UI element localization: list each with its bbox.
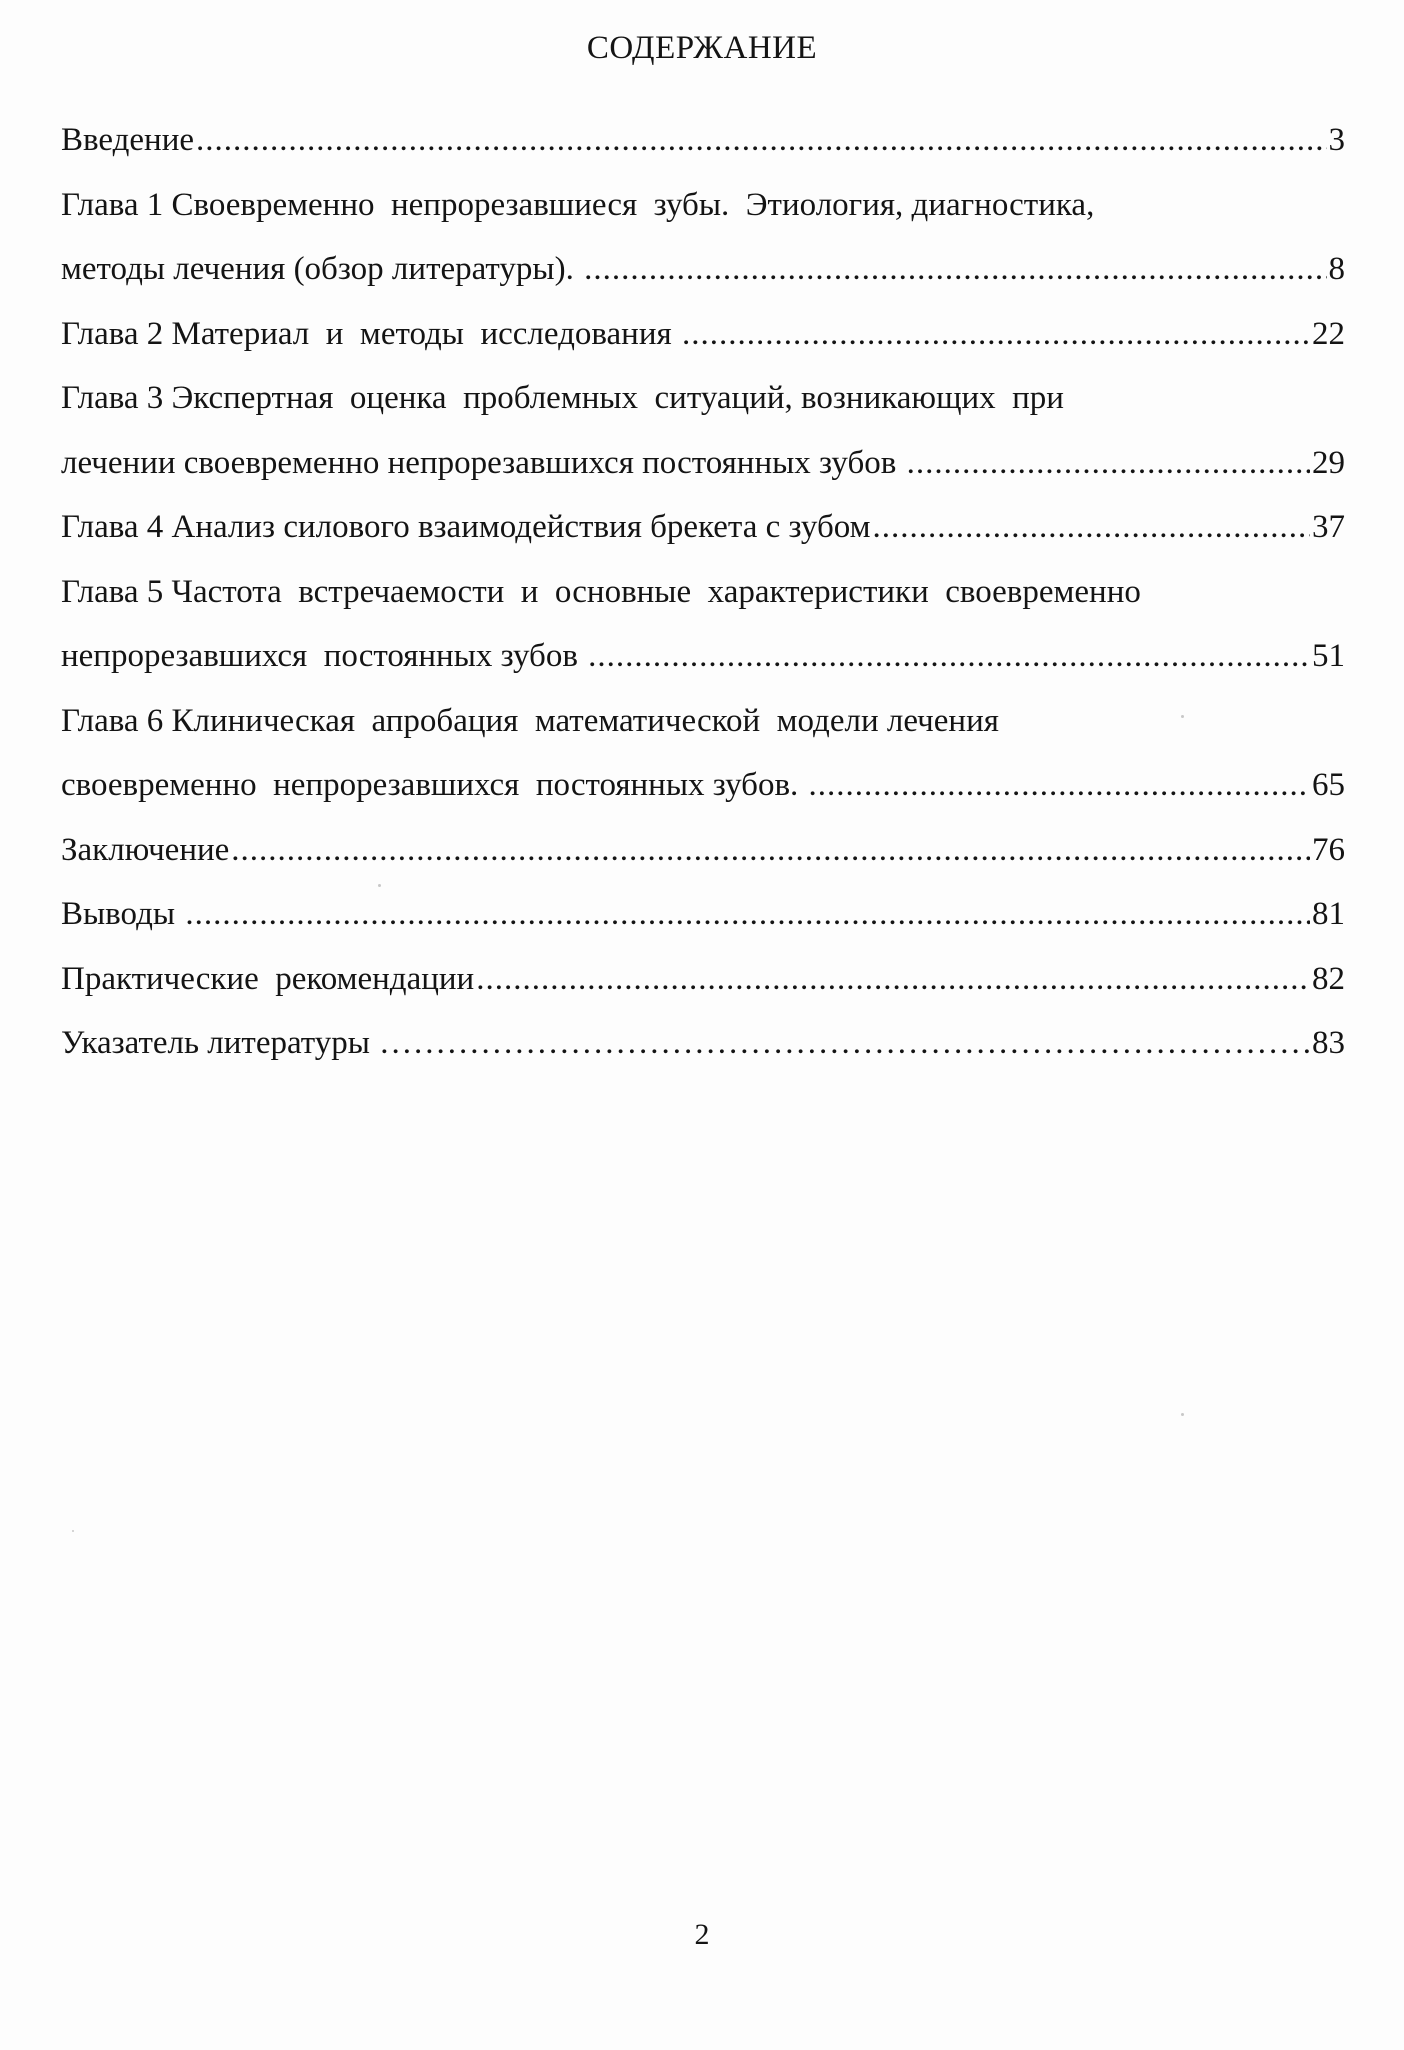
page-number: 2 [694,1918,710,1951]
toc-entry-chapter-6-line-2[interactable] [61,753,1345,818]
toc-entry-chapter-4[interactable] [61,495,1345,560]
toc-page-number: 65 [1312,767,1345,803]
toc-entry-findings[interactable] [61,882,1345,947]
toc-page-number: 8 [1328,251,1345,287]
toc-page-number: 22 [1312,315,1345,352]
toc-entry-chapter-2[interactable] [61,302,1345,367]
toc-leader-dots [231,818,1310,883]
toc-page-number: 82 [1312,960,1345,997]
toc-page-number: 29 [1312,444,1345,481]
scan-speck [1181,1413,1184,1416]
toc-entry-title: Глава 3 Экспертная оценка проблемных ситуаций, возникающих при [61,380,1064,416]
toc-entry-title: Глава 6 Клиническая апробация математической модели лечения [61,702,999,739]
toc-entry-conclusion[interactable] [61,818,1345,883]
toc-leader-dots [380,1011,1310,1076]
toc-entry-chapter-3-line-1[interactable] [61,366,1345,431]
toc-entry-title-continued: лечении своевременно непрорезавшихся постоянных зубов [61,444,905,481]
scan-speck [1181,715,1184,718]
toc-page-number: 51 [1312,638,1345,674]
toc-leader-dots [588,624,1310,689]
toc-entry-title-continued: своевременно непрорезавшихся постоянных зубов. [61,767,807,803]
scan-speck [378,884,381,887]
scan-speck [72,1530,74,1532]
toc-leader-dots [584,237,1326,302]
toc-entry-chapter-1-line-2[interactable] [61,237,1345,302]
toc-entry-title: Глава 2 Материал и методы исследования [61,315,680,352]
toc-entry-title: Введение [61,122,195,158]
toc-entry-title: Глава 5 Частота встречаемости и основные характеристики своевременно [61,573,1141,610]
toc-entry-chapter-5-line-1[interactable] [61,560,1345,625]
toc-leader-dots [809,753,1310,818]
page-title: СОДЕРЖАНИЕ [586,30,818,66]
toc-entry-bibliography[interactable] [61,1011,1345,1076]
toc-entry-chapter-1-line-1[interactable] [61,173,1345,238]
toc-entry-title: Указатель литературы [61,1025,379,1061]
toc-page-number: 81 [1312,896,1345,932]
toc-entry-chapter-6-line-1[interactable] [61,689,1345,754]
toc-page-number: 3 [1328,122,1345,158]
toc-leader-dots [185,882,1310,947]
toc-entry-recommendations[interactable] [61,947,1345,1012]
toc-page-number: 76 [1312,831,1345,868]
toc-leader-dots [907,431,1310,496]
toc-entry-title: Глава 1 Своевременно непрорезавшиеся зубы. Этиология, диагностика, [61,186,1095,223]
toc-leader-dots [873,495,1311,560]
toc-entry-title-continued: методы лечения (обзор литературы). [61,251,583,287]
toc-page-number: 37 [1312,509,1345,545]
toc-entry-chapter-5-line-2[interactable] [61,624,1345,689]
table-of-contents [61,108,1345,1076]
toc-entry-title: Заключение [61,831,230,868]
toc-entry-title: Практические рекомендации [61,960,475,997]
toc-entry-chapter-3-line-2[interactable] [61,431,1345,496]
toc-leader-dots [196,108,1326,173]
toc-entry-title-continued: непрорезавшихся постоянных зубов [61,638,587,674]
toc-entry-introduction[interactable] [61,108,1345,173]
toc-leader-dots [682,302,1310,367]
toc-page-number: 83 [1312,1025,1345,1061]
toc-leader-dots [476,947,1310,1012]
toc-entry-title: Выводы [61,896,184,932]
toc-entry-title: Глава 4 Анализ силового взаимодействия брекета с зубом [61,509,871,545]
